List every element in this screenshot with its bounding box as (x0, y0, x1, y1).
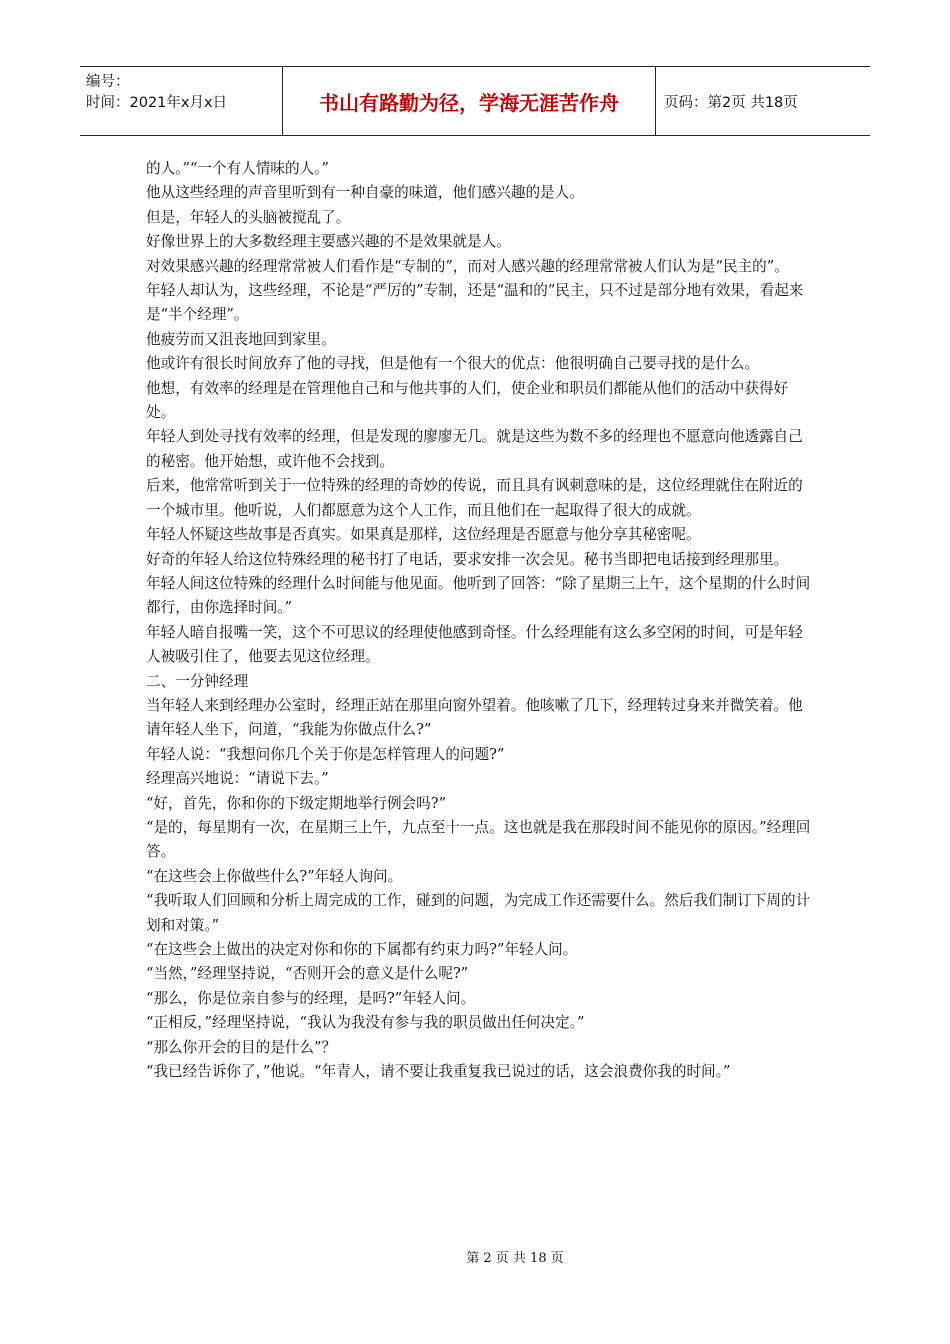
paragraph: 好像世界上的大多数经理主要感兴趣的不是效果就是人。 (146, 233, 511, 251)
document-date: 时间：2021年x月x日 (86, 95, 228, 111)
document-body (146, 157, 816, 1084)
paragraph: “是的，每星期有一次，在星期三上午，九点至十一点。这也就是我在那段时间不能见你的原因。”经理回答。 (146, 818, 811, 861)
paragraph: 年轻人说：“我想问你几个关于你是怎样管理人的问题?” (146, 745, 505, 763)
page-header (80, 66, 870, 136)
paragraph: “好，首先，你和你的下级定期地举行例会吗?” (146, 794, 447, 812)
paragraph: “在这些会上做出的决定对你和你的下属都有约束力吗?”年轻人问。 (146, 941, 578, 958)
paragraph: 年轻人间这位特殊的经理什么时间能与他见面。他听到了回答：“除了星期三上午，这个星期的什么时间都行，由你选择时间。” (146, 574, 811, 617)
paragraph: 他想，有效率的经理是在管理他自己和与他共事的人们，使企业和职员们都能从他们的活动中获得好处。 (146, 379, 789, 422)
paragraph: 后来，他常常听到关于一位特殊的经理的奇妙的传说，而且具有讽刺意味的是，这位经理就住在附近的一个城市里。他听说，人们都愿意为这个人工作，而且他们在一起取得了很大的成就。 (146, 477, 803, 519)
paragraph: 年轻人怀疑这些故事是否真实。如果真是那样，这位经理是否愿意与他分享其秘密呢。 (146, 526, 701, 544)
paragraph: “当然，”经理坚持说，“否则开会的意义是什么呢?” (146, 965, 469, 983)
paragraph: 好奇的年轻人给这位特殊经理的秘书打了电话，要求安排一次会见。秘书当即把电话接到经理那里。 (146, 550, 789, 568)
paragraph: 但是，年轻人的头脑被搅乱了。 (146, 208, 351, 226)
paragraph: “我听取人们回顾和分析上周完成的工作，碰到的问题，为完成工作还需要什么。然后我们制订下周的计划和对策。” (146, 892, 811, 934)
section-heading: 二、一分钟经理 (146, 672, 249, 690)
header-motto: 书山有路勤为径，学海无涯苦作舟 (283, 67, 656, 135)
paragraph: 他从这些经理的声音里听到有一种自豪的味道，他们感兴趣的是人。 (146, 184, 584, 202)
paragraph: “我已经告诉你了，”他说。“年青人，请不要让我重复我已说过的话，这会浪费你我的时间。” (146, 1063, 731, 1081)
paragraph: 的人。”“一个有人情味的人。” (146, 160, 329, 177)
document-number: 编号： (86, 74, 130, 90)
paragraph: 年轻人到处寻找有效率的经理，但是发现的廖廖无几。就是这些为数不多的经理也不愿意向他透露自己的秘密。他开始想，或许他不会找到。 (146, 428, 803, 470)
paragraph: 年轻人暗自报嘴一笑，这个不可思议的经理使他感到奇怪。什么经理能有这么多空闲的时间，可是年轻人被吸引住了，他要去见这位经理。 (146, 623, 803, 666)
paragraph: “那么你开会的目的是什么”？ (146, 1038, 337, 1056)
paragraph: 他疲劳而又沮丧地回到家里。 (146, 330, 336, 348)
paragraph: “那么，你是位亲自参与的经理，是吗?”年轻人问。 (146, 989, 476, 1007)
paragraph: 当年轻人来到经理办公室时，经理正站在那里向窗外望着。他咳嗽了几下，经理转过身来并微笑着。他请年轻人坐下，问道，“我能为你做点什么?” (146, 696, 803, 739)
paragraph: 对效果感兴趣的经理常常被人们看作是“专制的”，而对人感兴趣的经理常常被人们认为是“民主的”。 (146, 257, 789, 275)
paragraph: 他或许有很长时间放弃了他的寻找，但是他有一个很大的优点：他很明确自己要寻找的是什么。 (146, 355, 759, 373)
paragraph: 经理高兴地说：“请说下去。” (146, 770, 329, 788)
page-footer: 第 2 页 共 18 页 (466, 1251, 564, 1266)
header-page-info: 页码：第2页 共18页 (664, 94, 798, 111)
paragraph: “在这些会上你做些什么?”年轻人询问。 (146, 867, 403, 885)
paragraph: 年轻人却认为，这些经理，不论是“严厉的”专制，还是“温和的”民主，只不过是部分地有效果，看起来是“半个经理”。 (146, 282, 804, 324)
paragraph: “正相反，”经理坚持说，“我认为我没有参与我的职员做出任何决定。” (146, 1014, 585, 1032)
header-meta (80, 67, 283, 135)
